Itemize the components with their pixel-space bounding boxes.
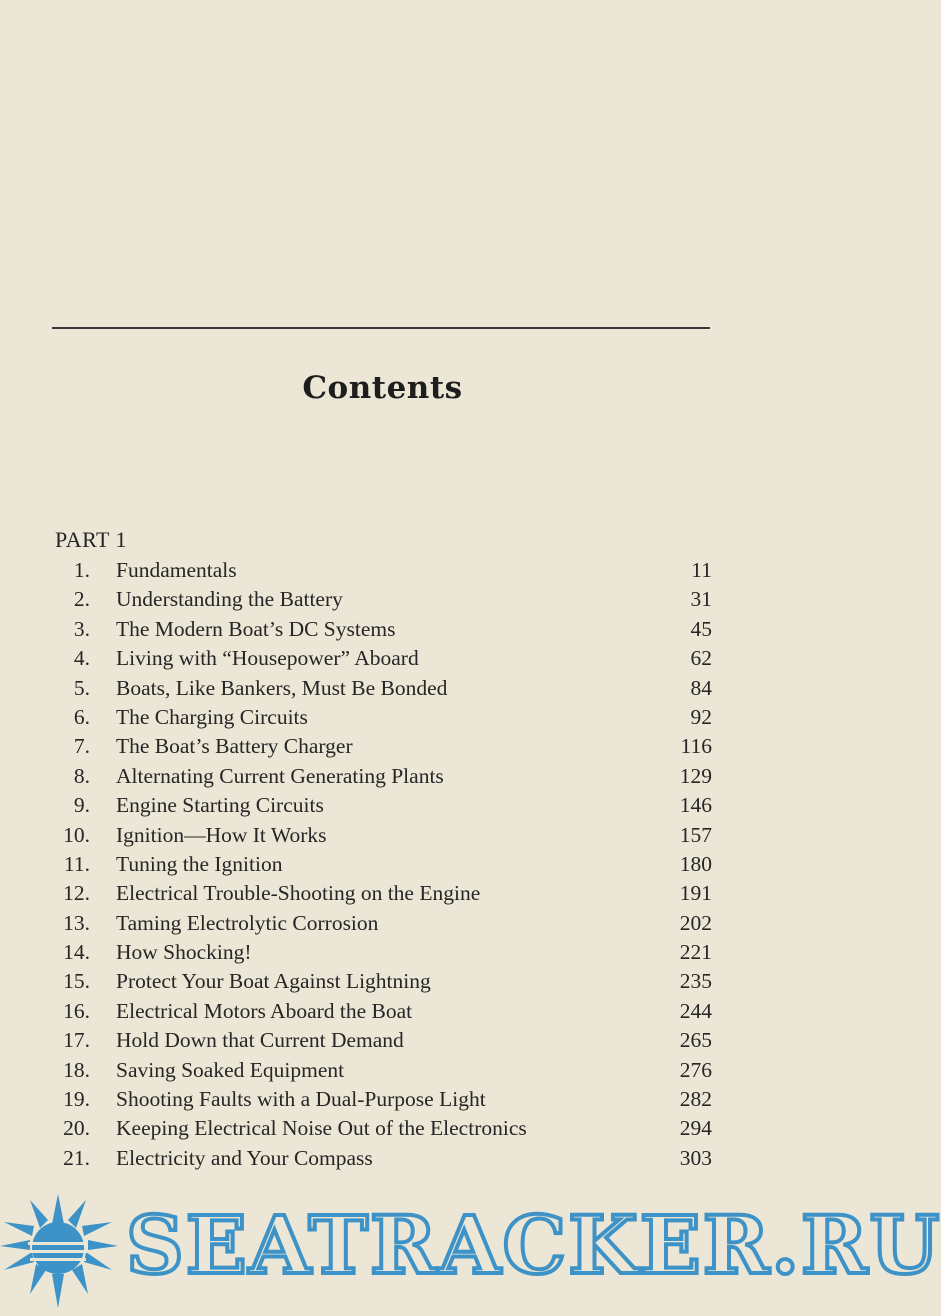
chapter-number: 13. <box>63 910 90 935</box>
page-number: 180 <box>679 851 712 876</box>
chapter-number: 2. <box>73 587 90 612</box>
toc-entry <box>40 585 712 614</box>
chapter-title: Taming Electrolytic Corrosion <box>116 910 379 935</box>
chapter-title: How Shocking! <box>116 940 252 965</box>
toc-entry <box>40 1026 712 1055</box>
page-number: 294 <box>679 1116 712 1141</box>
chapter-title: Keeping Electrical Noise Out of the Electronics <box>116 1116 527 1141</box>
chapter-title: Electricity and Your Compass <box>116 1145 373 1170</box>
chapter-title: Understanding the Battery <box>116 587 343 612</box>
page-number: 191 <box>679 881 712 906</box>
toc-entry <box>40 732 712 761</box>
page-number: 116 <box>680 734 712 759</box>
chapter-title: Saving Soaked Equipment <box>116 1057 345 1082</box>
chapter-title: The Charging Circuits <box>116 704 308 729</box>
toc-entry <box>40 967 712 996</box>
chapter-number: 20. <box>63 1116 90 1141</box>
toc-list <box>40 556 712 1173</box>
chapter-number: 3. <box>73 616 90 641</box>
chapter-number: 18. <box>63 1057 90 1082</box>
page-number: 31 <box>690 587 712 612</box>
page-number: 146 <box>679 793 712 818</box>
page-number: 157 <box>679 822 712 847</box>
chapter-number: 9. <box>73 793 90 818</box>
chapter-number: 16. <box>63 998 90 1023</box>
chapter-title: The Modern Boat’s DC Systems <box>116 616 396 641</box>
chapter-number: 15. <box>63 969 90 994</box>
chapter-number: 5. <box>73 675 90 700</box>
page-title: Contents <box>302 370 463 406</box>
chapter-number: 19. <box>63 1087 90 1112</box>
chapter-title: Protect Your Boat Against Lightning <box>116 969 431 994</box>
chapter-number: 6. <box>73 704 90 729</box>
toc-entry <box>40 997 712 1026</box>
toc-entry <box>40 938 712 967</box>
page-number: 303 <box>679 1145 712 1170</box>
toc-entry <box>40 1144 712 1173</box>
chapter-title: Hold Down that Current Demand <box>116 1028 404 1053</box>
toc-entry <box>40 821 712 850</box>
chapter-number: 21. <box>63 1145 90 1170</box>
chapter-number: 7. <box>73 734 90 759</box>
page-number: 244 <box>679 998 712 1023</box>
toc-entry <box>40 850 712 879</box>
chapter-title: Boats, Like Bankers, Must Be Bonded <box>116 675 448 700</box>
page-number: 235 <box>679 969 712 994</box>
chapter-number: 12. <box>63 881 90 906</box>
page-number: 221 <box>679 940 712 965</box>
chapter-title: Shooting Faults with a Dual-Purpose Light <box>116 1087 486 1112</box>
toc-entry <box>40 909 712 938</box>
toc-entry <box>40 615 712 644</box>
watermark-text: SEATRACKER.RU <box>126 1198 941 1292</box>
toc-entry <box>40 1085 712 1114</box>
page-number: 202 <box>679 910 712 935</box>
chapter-title: Alternating Current Generating Plants <box>116 763 444 788</box>
toc-entry <box>40 674 712 703</box>
chapter-number: 1. <box>73 558 90 582</box>
chapter-title: Electrical Motors Aboard the Boat <box>116 998 413 1023</box>
chapter-number: 17. <box>63 1028 90 1053</box>
toc-entry <box>40 879 712 908</box>
header-rule <box>52 327 710 329</box>
page-number: 129 <box>679 763 712 788</box>
chapter-title: Electrical Trouble-Shooting on the Engine <box>116 881 481 906</box>
toc-entry <box>40 556 712 585</box>
chapter-title: Tuning the Ignition <box>116 851 283 876</box>
toc-entry <box>40 644 712 673</box>
chapter-number: 11. <box>63 851 90 876</box>
chapter-title: Engine Starting Circuits <box>116 793 324 818</box>
chapter-number: 8. <box>73 763 90 788</box>
page-number: 92 <box>690 704 712 729</box>
page-number: 276 <box>679 1057 712 1082</box>
toc-entry <box>40 762 712 791</box>
chapter-title: Ignition—How It Works <box>116 822 327 847</box>
page-number: 265 <box>679 1028 712 1053</box>
toc-entry <box>40 703 712 732</box>
toc-entry <box>40 1114 712 1143</box>
chapter-title: The Boat’s Battery Charger <box>116 734 353 759</box>
chapter-number: 4. <box>73 646 90 671</box>
page-number: 282 <box>679 1087 712 1112</box>
part-label: PART 1 <box>55 527 127 552</box>
page-number: 62 <box>690 646 712 671</box>
page-number: 11 <box>691 558 712 582</box>
page-number: 45 <box>690 616 712 641</box>
chapter-title: Living with “Housepower” Aboard <box>116 646 419 671</box>
page-number: 84 <box>690 675 712 700</box>
chapter-title: Fundamentals <box>116 558 237 582</box>
chapter-number: 10. <box>63 822 90 847</box>
chapter-number: 14. <box>63 940 90 965</box>
toc-entry <box>40 791 712 820</box>
toc-entry <box>40 1056 712 1085</box>
